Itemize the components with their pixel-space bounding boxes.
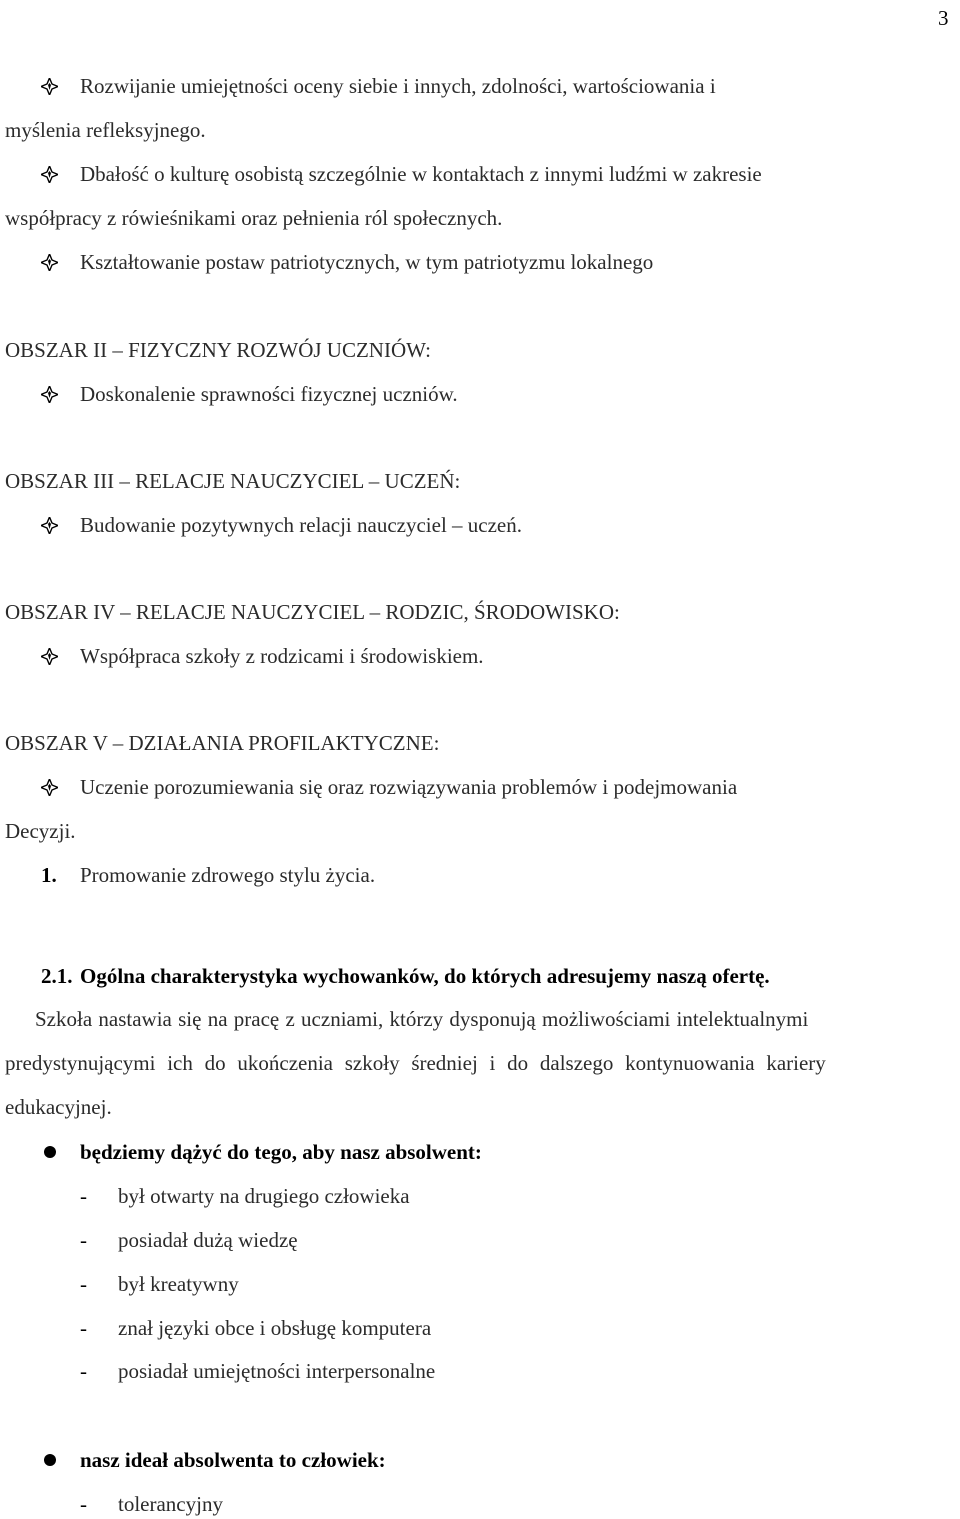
goal-item: tolerancyjny bbox=[118, 1492, 223, 1516]
paragraph-line: Szkoła nastawia się na pracę z uczniami, którzy dysponują możliwościami intelektualnymi bbox=[35, 1007, 809, 1031]
goal-item: znał języki obce i obsługę komputera bbox=[118, 1316, 432, 1340]
area-heading: OBSZAR III – RELACJE NAUCZYCIEL – UCZEŃ: bbox=[5, 469, 461, 493]
diamond-bullet-icon bbox=[41, 517, 58, 534]
paragraph-line: edukacyjnej. bbox=[5, 1095, 112, 1119]
section-number: 2.1. bbox=[41, 964, 73, 988]
bullet-text: Rozwijanie umiejętności oceny siebie i innych, zdolności, wartościowania i bbox=[80, 74, 716, 98]
paragraph bbox=[5, 1006, 957, 1126]
diamond-bullet-icon bbox=[41, 254, 58, 271]
area-heading: OBSZAR IV – RELACJE NAUCZYCIEL – RODZIC, ŚRODOWISKO: bbox=[5, 600, 620, 624]
numbered-item: Promowanie zdrowego stylu życia. bbox=[80, 863, 376, 887]
dash-marker: - bbox=[80, 1316, 87, 1340]
goal-item: był kreatywny bbox=[118, 1272, 239, 1296]
goal-heading: nasz ideał absolwenta to człowiek: bbox=[80, 1448, 386, 1472]
area-heading: OBSZAR II – FIZYCZNY ROZWÓJ UCZNIÓW: bbox=[5, 338, 431, 362]
goal-item: posiadał dużą wiedzę bbox=[118, 1228, 298, 1252]
bullet-dot-icon bbox=[44, 1146, 56, 1158]
goal-item: posiadał umiejętności interpersonalne bbox=[118, 1359, 436, 1383]
paragraph-line: predystynującymi ich do ukończenia szkoły średniej i do dalszego kontynuowania kariery bbox=[5, 1051, 826, 1075]
bullet-text: Dbałość o kulturę osobistą szczególnie w kontaktach z innymi ludźmi w zakresie bbox=[80, 162, 762, 186]
area-item-continued: Decyzji. bbox=[5, 819, 76, 843]
goal-heading: będziemy dążyć do tego, aby nasz absolwent: bbox=[80, 1140, 482, 1164]
diamond-bullet-icon bbox=[41, 386, 58, 403]
bullet-text: Kształtowanie postaw patriotycznych, w tym patriotyzmu lokalnego bbox=[80, 250, 654, 274]
diamond-bullet-icon bbox=[41, 779, 58, 796]
goal-item: był otwarty na drugiego człowieka bbox=[118, 1184, 410, 1208]
area-item: Budowanie pozytywnych relacji nauczyciel – uczeń. bbox=[80, 513, 522, 537]
dash-marker: - bbox=[80, 1492, 87, 1516]
dash-marker: - bbox=[80, 1228, 87, 1252]
diamond-bullet-icon bbox=[41, 166, 58, 183]
dash-marker: - bbox=[80, 1359, 87, 1383]
area-item: Doskonalenie sprawności fizycznej uczniów. bbox=[80, 382, 458, 406]
bullet-dot-icon bbox=[44, 1454, 56, 1466]
page-number: 3 bbox=[938, 6, 949, 30]
list-number: 1. bbox=[41, 863, 57, 887]
area-item: Współpraca szkoły z rodzicami i środowiskiem. bbox=[80, 644, 484, 668]
diamond-bullet-icon bbox=[41, 78, 58, 95]
bullet-text-continued: myślenia refleksyjnego. bbox=[5, 118, 206, 142]
dash-marker: - bbox=[80, 1184, 87, 1208]
section-title: Ogólna charakterystyka wychowanków, do których adresujemy naszą ofertę. bbox=[80, 964, 770, 988]
area-item: Uczenie porozumiewania się oraz rozwiązywania problemów i podejmowania bbox=[80, 775, 738, 799]
bullet-text-continued: współpracy z rówieśnikami oraz pełnienia ról społecznych. bbox=[5, 206, 503, 230]
diamond-bullet-icon bbox=[41, 648, 58, 665]
area-heading: OBSZAR V – DZIAŁANIA PROFILAKTYCZNE: bbox=[5, 731, 440, 755]
dash-marker: - bbox=[80, 1272, 87, 1296]
